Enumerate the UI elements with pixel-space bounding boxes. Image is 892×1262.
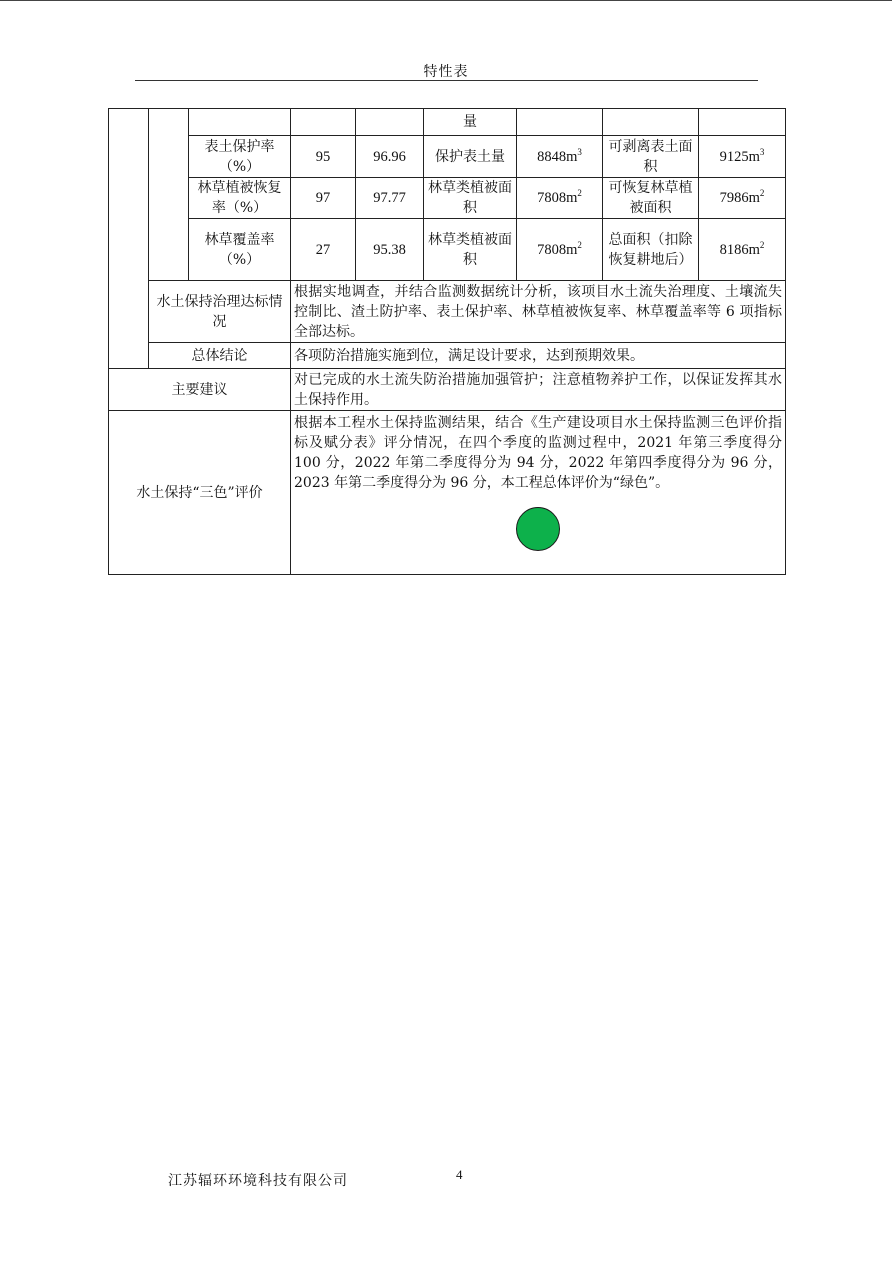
base-value: 7986m xyxy=(719,190,760,206)
base-label: 总面积（扣除恢复耕地后） xyxy=(603,219,699,281)
achieved-value: 8848m xyxy=(537,148,578,165)
table-row xyxy=(109,219,786,281)
unit-superscript: 2 xyxy=(577,188,582,199)
indicator-actual xyxy=(356,109,424,136)
base-value xyxy=(699,109,786,136)
conclusion-label: 总体结论 xyxy=(149,343,291,369)
unit-superscript: 3 xyxy=(577,146,582,157)
indicator-actual: 95.38 xyxy=(356,219,424,281)
achieved-value-cell xyxy=(517,136,603,178)
table-row xyxy=(109,343,786,369)
achieved-value-cell xyxy=(517,178,603,219)
green-rating-indicator xyxy=(516,507,560,551)
base-value-cell xyxy=(699,178,786,219)
unit-superscript: 3 xyxy=(759,146,765,157)
table-row xyxy=(109,411,786,575)
table-row xyxy=(109,136,786,178)
indicator-actual: 97.77 xyxy=(356,178,424,219)
base-label: 可恢复林草植被面积 xyxy=(603,178,699,219)
page-header-title: 特性表 xyxy=(423,64,469,80)
achieved-label: 量 xyxy=(424,109,517,136)
table-row xyxy=(109,178,786,219)
base-value: 9125m xyxy=(719,148,760,165)
characteristics-table xyxy=(108,108,786,575)
achieved-value-cell xyxy=(517,219,603,281)
outer-group-cell xyxy=(109,109,149,369)
evaluation-cell xyxy=(291,411,786,575)
suggestion-text: 对已完成的水土流失防治措施加强管护；注意植物养护工作，以保证发挥其水土保持作用。 xyxy=(291,369,786,411)
base-value: 8186m xyxy=(719,241,760,258)
base-label: 可剥离表土面积 xyxy=(603,136,699,178)
footer-page-number: 4 xyxy=(456,1167,463,1182)
indicator-name xyxy=(189,109,291,136)
indicator-name: 林草覆盖率（%） xyxy=(189,219,291,281)
table-row xyxy=(109,369,786,411)
achieved-value: 7808m xyxy=(537,241,578,258)
achieved-value xyxy=(517,109,603,136)
achieved-label: 林草类植被面积 xyxy=(424,219,517,281)
achieved-label: 保护表土量 xyxy=(424,136,517,178)
compliance-label: 水土保持治理达标情况 xyxy=(149,281,291,343)
conclusion-text: 各项防治措施实施到位，满足设计要求，达到预期效果。 xyxy=(291,343,786,369)
header-rule xyxy=(135,80,758,81)
suggestion-label: 主要建议 xyxy=(109,369,291,411)
evaluation-label: 水土保持“三色”评价 xyxy=(109,411,291,575)
indicator-target xyxy=(291,109,356,136)
footer-company: 江苏辐环环境科技有限公司 xyxy=(168,1173,348,1189)
indicator-target: 95 xyxy=(291,136,356,178)
indicator-target: 27 xyxy=(291,219,356,281)
base-value-cell xyxy=(699,136,786,178)
indicator-target: 97 xyxy=(291,178,356,219)
base-value-cell xyxy=(699,219,786,281)
indicator-actual: 96.96 xyxy=(356,136,424,178)
base-label xyxy=(603,109,699,136)
table-row xyxy=(109,109,786,136)
indicator-name: 林草植被恢复率（%） xyxy=(189,178,291,219)
unit-superscript: 2 xyxy=(759,188,765,199)
achieved-label: 林草类植被面积 xyxy=(424,178,517,219)
evaluation-text: 根据本工程水土保持监测结果，结合《生产建设项目水土保持监测三色评价指标及赋分表》评分情况，在四个季度的监测过程中，2021 年第三季度得分 100 分，2022 年第二季度得分为 94 分，2022 年第四季度得分为 96 分，2023 年第二季度得分为 96 分，本工程总体评价为“绿色”。 xyxy=(294,415,782,491)
inner-group-cell xyxy=(149,109,189,281)
achieved-value: 7808m xyxy=(537,190,578,206)
page-top-border xyxy=(0,0,892,1)
compliance-text: 根据实地调查，并结合监测数据统计分析，该项目水土流失治理度、土壤流失控制比、渣土防护率、表土保护率、林草植被恢复率、林草覆盖率等 6 项指标全部达标。 xyxy=(291,281,786,343)
table-row xyxy=(109,281,786,343)
indicator-name: 表土保护率（%） xyxy=(189,136,291,178)
unit-superscript: 2 xyxy=(759,239,765,250)
unit-superscript: 2 xyxy=(577,239,582,250)
